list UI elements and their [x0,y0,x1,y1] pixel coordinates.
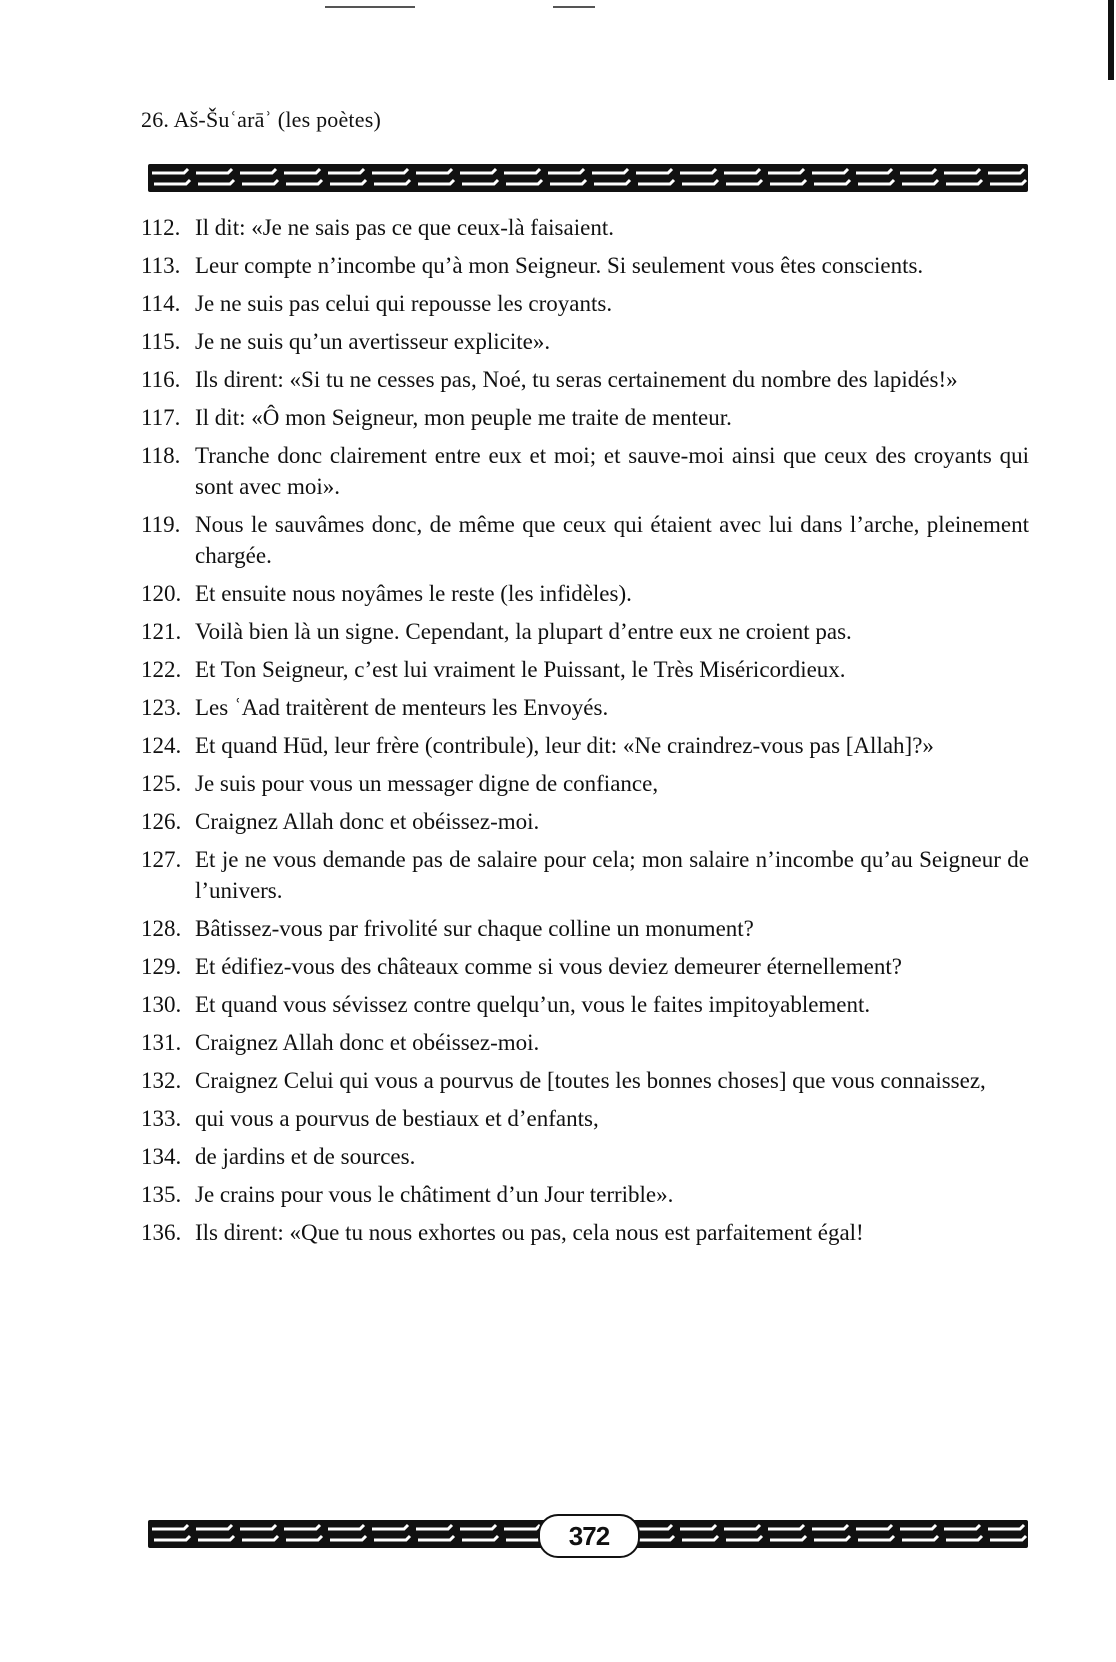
verse-number: 128. [141,916,182,941]
verse-item [141,509,1029,571]
verse-text: Ils dirent: «Si tu ne cesses pas, Noé, tu seras certainement du nombre des lapidés!» [195,367,958,392]
verse-item [141,364,1029,395]
verse-item [141,1065,1029,1096]
page-number: 372 [538,1514,640,1558]
verse-item [141,1027,1029,1058]
verse-item [141,951,1029,982]
verse-item [141,326,1029,357]
verse-item [141,654,1029,685]
verse-number: 134. [141,1144,182,1169]
verse-number: 136. [141,1220,182,1245]
verse-text: Craignez Allah donc et obéissez-moi. [195,1030,540,1055]
verse-item [141,1179,1029,1210]
verse-text: Craignez Allah donc et obéissez-moi. [195,809,540,834]
verse-text: Et Ton Seigneur, c’est lui vraiment le Puissant, le Très Miséricordieux. [195,657,846,682]
verse-item [141,250,1029,281]
verse-text: Et édifiez-vous des châteaux comme si vous deviez demeurer éternellement? [195,954,902,979]
verse-list [141,212,1029,1255]
verse-text: Bâtissez-vous par frivolité sur chaque colline un monument? [195,916,754,941]
verse-text: Craignez Celui qui vous a pourvus de [toutes les bonnes choses] que vous connaissez, [195,1068,986,1093]
verse-number: 125. [141,771,182,796]
verse-text: Voilà bien là un signe. Cependant, la plupart d’entre eux ne croient pas. [195,619,852,644]
verse-item [141,730,1029,761]
top-rule-left [325,6,415,8]
verse-number: 118. [141,443,181,468]
verse-text: Je ne suis pas celui qui repousse les croyants. [195,291,613,316]
verse-item [141,768,1029,799]
verse-text: Les ʿAad traitèrent de menteurs les Envoyés. [195,695,609,720]
verse-text: Je crains pour vous le châtiment d’un Jour terrible». [195,1182,674,1207]
verse-item [141,288,1029,319]
verse-text: Leur compte n’incombe qu’à mon Seigneur. Si seulement vous êtes conscients. [195,253,924,278]
verse-number: 123. [141,695,182,720]
verse-item [141,212,1029,243]
verse-text: Il dit: «Ô mon Seigneur, mon peuple me traite de menteur. [195,405,732,430]
running-head: 26. Aš-Šuʿarāʾ (les poètes) [141,107,381,132]
verse-text: Je ne suis qu’un avertisseur explicite». [195,329,551,354]
verse-item [141,1141,1029,1172]
verse-number: 133. [141,1106,182,1131]
verse-number: 113. [141,253,181,278]
verse-item [141,913,1029,944]
verse-number: 122. [141,657,182,682]
verse-number: 132. [141,1068,182,1093]
verse-item [141,578,1029,609]
verse-text: Il dit: «Je ne sais pas ce que ceux-là faisaient. [195,215,614,240]
verse-number: 112. [141,215,181,240]
verse-number: 135. [141,1182,182,1207]
verse-text: Et quand Hūd, leur frère (contribule), leur dit: «Ne craindrez-vous pas [Allah]?» [195,733,934,758]
verse-text: Je suis pour vous un messager digne de confiance, [195,771,659,796]
verse-text: Et ensuite nous noyâmes le reste (les infidèles). [195,581,632,606]
verse-number: 130. [141,992,182,1017]
verse-number: 114. [141,291,181,316]
verse-number: 119. [141,512,181,537]
verse-item [141,844,1029,906]
verse-item [141,1103,1029,1134]
verse-number: 120. [141,581,182,606]
verse-item [141,1217,1029,1248]
verse-text: de jardins et de sources. [195,1144,416,1169]
verse-item [141,440,1029,502]
verse-item [141,692,1029,723]
verse-item [141,616,1029,647]
verse-number: 116. [141,367,181,392]
verse-number: 115. [141,329,181,354]
verse-number: 127. [141,847,182,872]
verse-number: 121. [141,619,182,644]
verse-number: 126. [141,809,182,834]
scan-edge-mark [1108,0,1114,80]
top-rule-right [553,6,595,8]
verse-item [141,989,1029,1020]
verse-number: 129. [141,954,182,979]
top-ornament-band [148,164,1028,192]
verse-text: Ils dirent: «Que tu nous exhortes ou pas, cela nous est parfaitement égal! [195,1220,864,1245]
verse-number: 124. [141,733,182,758]
verse-number: 117. [141,405,181,430]
verse-text: Et je ne vous demande pas de salaire pour cela; mon salaire n’incombe qu’au Seigneur de l’univers. [195,847,1029,903]
verse-number: 131. [141,1030,182,1055]
ornament-pattern-icon [148,164,1028,192]
verse-text: qui vous a pourvus de bestiaux et d’enfants, [195,1106,599,1131]
verse-text: Nous le sauvâmes donc, de même que ceux qui étaient avec lui dans l’arche, pleinement chargée. [195,512,1029,568]
verse-text: Et quand vous sévissez contre quelqu’un, vous le faites impitoyablement. [195,992,871,1017]
verse-item [141,806,1029,837]
verse-item [141,402,1029,433]
verse-text: Tranche donc clairement entre eux et moi; et sauve-moi ainsi que ceux des croyants qui sont avec moi». [195,443,1029,499]
